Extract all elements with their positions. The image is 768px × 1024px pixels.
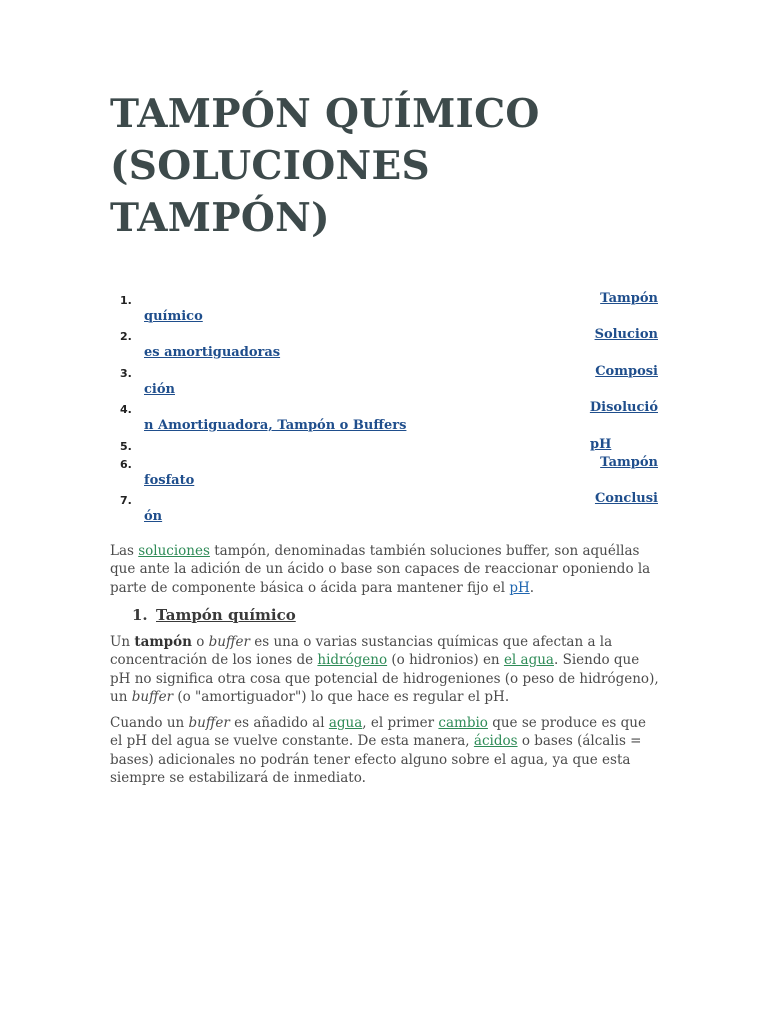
toc-number: 2.: [120, 330, 132, 343]
toc-link[interactable]: fosfato: [144, 473, 195, 488]
intro-paragraph: [110, 542, 660, 597]
text: (o hidronios) en: [387, 652, 504, 669]
toc-item: [110, 490, 658, 526]
body-paragraph: [110, 633, 660, 707]
text: o bases (álcalis = bases) adicionales no podrán tener efecto alguno sobre el agua, ya que esta siempre se estabilizará de inmediato.: [110, 733, 642, 787]
toc-link[interactable]: Tampón: [600, 291, 658, 306]
toc-number: 3.: [120, 367, 132, 380]
toc-link[interactable]: Solucion: [594, 327, 658, 342]
toc-link[interactable]: Tampón: [600, 455, 658, 470]
toc-item: [110, 436, 658, 454]
text: (o "amortiguador") lo que hace es regular el pH.: [173, 689, 510, 706]
toc-item: [110, 290, 658, 326]
text: Las: [110, 543, 139, 559]
link-acidos[interactable]: ácidos: [473, 733, 518, 750]
italic-text: buffer: [131, 689, 174, 706]
toc-number: 4.: [120, 403, 132, 416]
italic-text: buffer: [208, 634, 250, 650]
title-line: TAMPÓN QUÍMICO: [110, 91, 540, 137]
toc-link[interactable]: ón: [144, 509, 163, 524]
toc-item: [110, 399, 658, 436]
italic-text: buffer: [188, 715, 230, 731]
text: Un: [110, 634, 135, 650]
section-heading: [132, 606, 296, 624]
link-hidrogeno[interactable]: hidrógeno: [317, 652, 388, 669]
toc-number: 1.: [120, 294, 132, 307]
toc-link[interactable]: Composi: [595, 364, 658, 379]
text: , el primer: [362, 715, 439, 731]
toc-link[interactable]: químico: [144, 309, 203, 324]
toc-number: 6.: [120, 458, 132, 471]
text: es una o varias sustancias químicas que afectan a la concentración de los iones de: [110, 634, 613, 669]
toc-item: [110, 454, 658, 490]
text: . Siendo que pH no significa otra cosa que potencial de hidrogeniones (o peso de hidrógeno), un: [110, 652, 659, 706]
section-number: 1.: [132, 606, 148, 624]
link-agua[interactable]: agua: [328, 715, 363, 731]
text: o: [191, 634, 209, 650]
section-title: Tampón químico: [156, 606, 296, 624]
toc-number: 5.: [120, 440, 132, 453]
toc-link[interactable]: n Amortiguadora, Tampón o Buffers: [144, 418, 407, 433]
toc-link[interactable]: Conclusi: [594, 491, 658, 506]
page-title: [110, 88, 670, 244]
text: tampón, denominadas también soluciones buffer, son aquéllas que ante la adición de un ácido o base son capaces de reaccionar oponiendo la parte de componente básica o ácida para mantener fijo el: [110, 543, 651, 596]
toc-number: 7.: [120, 494, 132, 507]
toc-item: [110, 363, 658, 399]
link-soluciones[interactable]: soluciones: [138, 543, 210, 559]
link-cambio[interactable]: cambio: [438, 715, 488, 731]
title-line: TAMPÓN): [110, 195, 330, 241]
bold-text: tampón: [134, 634, 192, 650]
toc-link[interactable]: ción: [144, 382, 175, 397]
body-paragraph: [110, 714, 660, 788]
text: .: [529, 579, 535, 596]
link-ph[interactable]: pH: [509, 579, 530, 596]
table-of-contents: [110, 290, 658, 526]
text: es añadido al: [229, 715, 329, 731]
title-line: (SOLUCIONES: [110, 143, 430, 189]
toc-link[interactable]: es amortiguadoras: [144, 345, 281, 360]
toc-link[interactable]: Disolució: [589, 400, 658, 415]
toc-link[interactable]: pH: [590, 437, 612, 452]
text: Cuando un: [110, 715, 189, 731]
link-el-agua[interactable]: el agua: [503, 652, 554, 669]
toc-item: [110, 326, 658, 363]
text: que se produce es que el pH del agua se vuelve constante. De esta manera,: [110, 715, 646, 750]
